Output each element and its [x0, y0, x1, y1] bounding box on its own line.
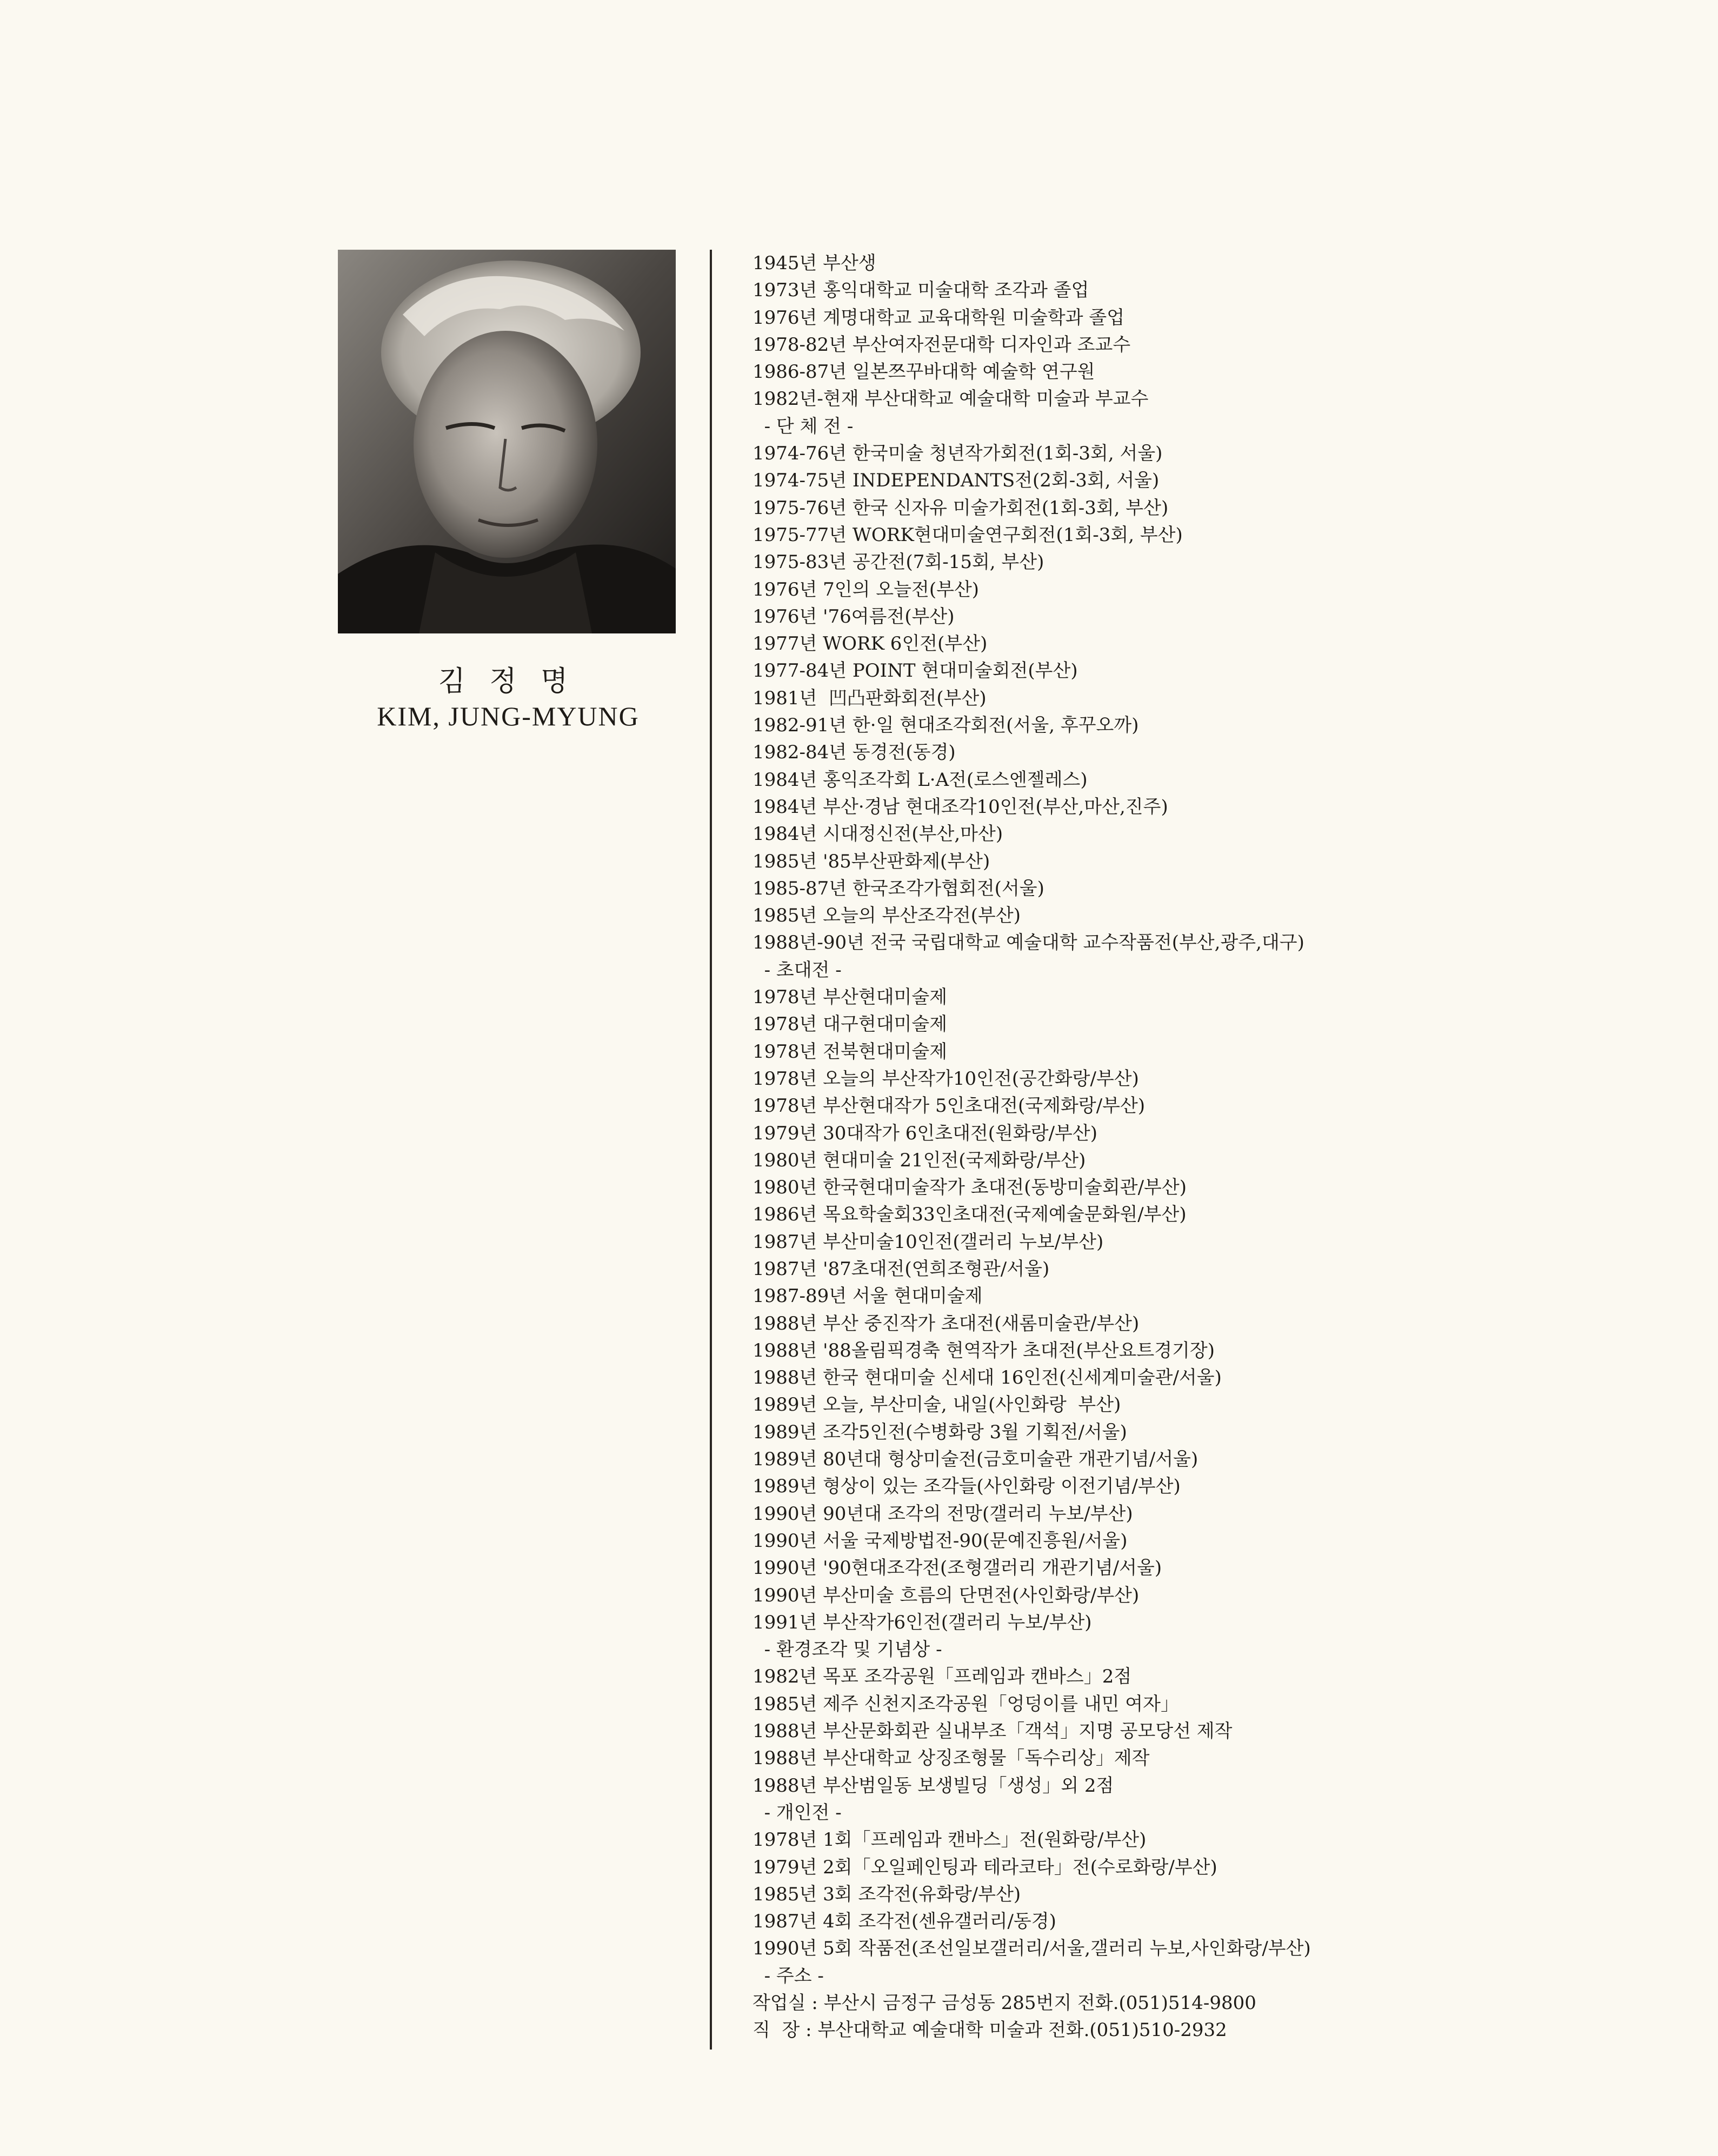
- bio-line: 1975-83년 공간전(7회-15회, 부산): [753, 551, 1044, 573]
- bio-line: 1987년 '87초대전(연희조형관/서울): [753, 1258, 1050, 1280]
- bio-line: 1988년 부산대학교 상징조형물「독수리상」제작: [753, 1747, 1150, 1770]
- bio-line: 1990년 '90현대조각전(조형갤러리 개관기념/서울): [753, 1557, 1162, 1579]
- bio-line: 1976년 '76여름전(부산): [753, 605, 955, 628]
- bio-line: 1988년 한국 현대미술 신세대 16인전(신세계미술관/서울): [753, 1367, 1222, 1389]
- bio-line: 1988년-90년 전국 국립대학교 예술대학 교수작품전(부산,광주,대구): [753, 932, 1304, 954]
- bio-line: 1979년 30대작가 6인초대전(원화랑/부산): [753, 1122, 1097, 1144]
- bio-line: 1982년 목포 조각공원「프레임과 캔바스」2점: [753, 1666, 1132, 1688]
- artist-name-korean: 김 정 명: [438, 665, 576, 698]
- bio-line: 1990년 5회 작품전(조선일보갤러리/서울,갤러리 누보,사인화랑/부산): [753, 1938, 1311, 1960]
- bio-line: 1989년 형상이 있는 조각들(사인화랑 이전기념/부산): [753, 1476, 1181, 1498]
- bio-line: 1977-84년 POINT 현대미술회전(부산): [753, 660, 1078, 682]
- bio-line: 1987-89년 서울 현대미술제: [753, 1285, 983, 1307]
- bio-line: 1978년 전북현대미술제: [753, 1040, 948, 1063]
- bio-line: 1985년 오늘의 부산조각전(부산): [753, 905, 1021, 927]
- bio-line: 1980년 현대미술 21인전(국제화랑/부산): [753, 1149, 1086, 1171]
- bio-line: 1975-76년 한국 신자유 미술가회전(1회-3회, 부산): [753, 497, 1169, 519]
- bio-line: 1981년 凹凸판화회전(부산): [753, 687, 987, 709]
- bio-line: 1976년 계명대학교 교육대학원 미술학과 졸업: [753, 306, 1125, 329]
- bio-line: 1984년 시대정신전(부산,마산): [753, 823, 1003, 845]
- bio-line: - 개인전 -: [753, 1801, 842, 1824]
- bio-line: 1988년 부산범일동 보생빌딩「생성」외 2점: [753, 1774, 1114, 1797]
- portrait-illustration: [338, 250, 676, 633]
- bio-line: 직 장 : 부산대학교 예술대학 미술과 전화.(051)510-2932: [753, 2019, 1227, 2041]
- portrait-photo: [338, 250, 676, 633]
- bio-line: - 단 체 전 -: [753, 415, 854, 437]
- bio-line: 1989년 80년대 형상미술전(금호미술관 개관기념/서울): [753, 1449, 1198, 1471]
- bio-line: - 초대전 -: [753, 959, 842, 981]
- biography-list: [753, 250, 1704, 2044]
- bio-line: 1988년 '88올림픽경축 현역작가 초대전(부산요트경기장): [753, 1339, 1215, 1361]
- bio-line: 1990년 서울 국제방법전-90(문예진흥원/서울): [753, 1530, 1128, 1552]
- bio-line: - 주소 -: [753, 1965, 824, 1987]
- bio-line: 1974-75년 INDEPENDANTS전(2회-3회, 서울): [753, 470, 1160, 492]
- bio-line: 1987년 부산미술10인전(갤러리 누보/부산): [753, 1231, 1104, 1253]
- bio-line: 1984년 홍익조각회 L·A전(로스엔젤레스): [753, 769, 1088, 791]
- bio-line: 1982-84년 동경전(동경): [753, 742, 956, 764]
- bio-line: 1982년-현재 부산대학교 예술대학 미술과 부교수: [753, 388, 1149, 410]
- bio-line: 1990년 부산미술 흐름의 단면전(사인화랑/부산): [753, 1584, 1140, 1606]
- bio-line: 1978년 1회「프레임과 캔바스」전(원화랑/부산): [753, 1829, 1147, 1851]
- bio-line: 1973년 홍익대학교 미술대학 조각과 졸업: [753, 279, 1089, 302]
- bio-line: 1986년 목요학술회33인초대전(국제예술문화원/부산): [753, 1204, 1187, 1226]
- bio-line: 1989년 조각5인전(수병화랑 3월 기획전/서울): [753, 1421, 1127, 1443]
- bio-line: 1977년 WORK 6인전(부산): [753, 633, 988, 655]
- bio-line: 1988년 부산문화회관 실내부조「객석」지명 공모당선 제작: [753, 1720, 1233, 1743]
- bio-line: 1974-76년 한국미술 청년작가회전(1회-3회, 서울): [753, 443, 1163, 465]
- bio-line: 1945년 부산생: [753, 252, 876, 274]
- bio-line: 1978년 부산현대미술제: [753, 986, 948, 1009]
- bio-line: 1985년 3회 조각전(유화랑/부산): [753, 1883, 1021, 1905]
- artist-name-english: KIM, JUNG-MYUNG: [377, 701, 640, 731]
- bio-line: 1978년 부산현대작가 5인초대전(국제화랑/부산): [753, 1095, 1146, 1117]
- divider-line: [710, 250, 712, 2050]
- bio-line: 1985년 제주 신천지조각공원「엉덩이를 내민 여자」: [753, 1693, 1179, 1715]
- bio-line: 1988년 부산 중진작가 초대전(새롬미술관/부산): [753, 1312, 1140, 1334]
- bio-line: 1989년 오늘, 부산미술, 내일(사인화랑 부산): [753, 1394, 1121, 1416]
- bio-line: 1975-77년 WORK현대미술연구회전(1회-3회, 부산): [753, 524, 1183, 546]
- bio-line: 1991년 부산작가6인전(갤러리 누보/부산): [753, 1611, 1092, 1633]
- bio-line: 1976년 7인의 오늘전(부산): [753, 578, 980, 600]
- bio-line: 1979년 2회「오일페인팅과 테라코타」전(수로화랑/부산): [753, 1856, 1217, 1878]
- bio-line: 1984년 부산·경남 현대조각10인전(부산,마산,진주): [753, 796, 1168, 818]
- bio-line: 1978년 대구현대미술제: [753, 1013, 948, 1036]
- bio-line: - 환경조각 및 기념상 -: [753, 1639, 942, 1661]
- bio-line: 1987년 4회 조각전(센유갤러리/동경): [753, 1911, 1056, 1933]
- bio-line: 1986-87년 일본쯔꾸바대학 예술학 연구원: [753, 361, 1095, 383]
- bio-line: 1990년 90년대 조각의 전망(갤러리 누보/부산): [753, 1503, 1133, 1525]
- bio-line: 1980년 한국현대미술작가 초대전(동방미술회관/부산): [753, 1177, 1187, 1199]
- bio-line: 1985년 '85부산판화제(부산): [753, 850, 990, 872]
- bio-line: 1978-82년 부산여자전문대학 디자인과 조교수: [753, 333, 1131, 356]
- bio-line: 작업실 : 부산시 금정구 금성동 285번지 전화.(051)514-9800: [753, 1992, 1256, 2014]
- bio-line: 1985-87년 한국조각가협회전(서울): [753, 877, 1044, 899]
- bio-line: 1982-91년 한·일 현대조각회전(서울, 후꾸오까): [753, 715, 1139, 737]
- bio-line: 1978년 오늘의 부산작가10인전(공간화랑/부산): [753, 1067, 1139, 1090]
